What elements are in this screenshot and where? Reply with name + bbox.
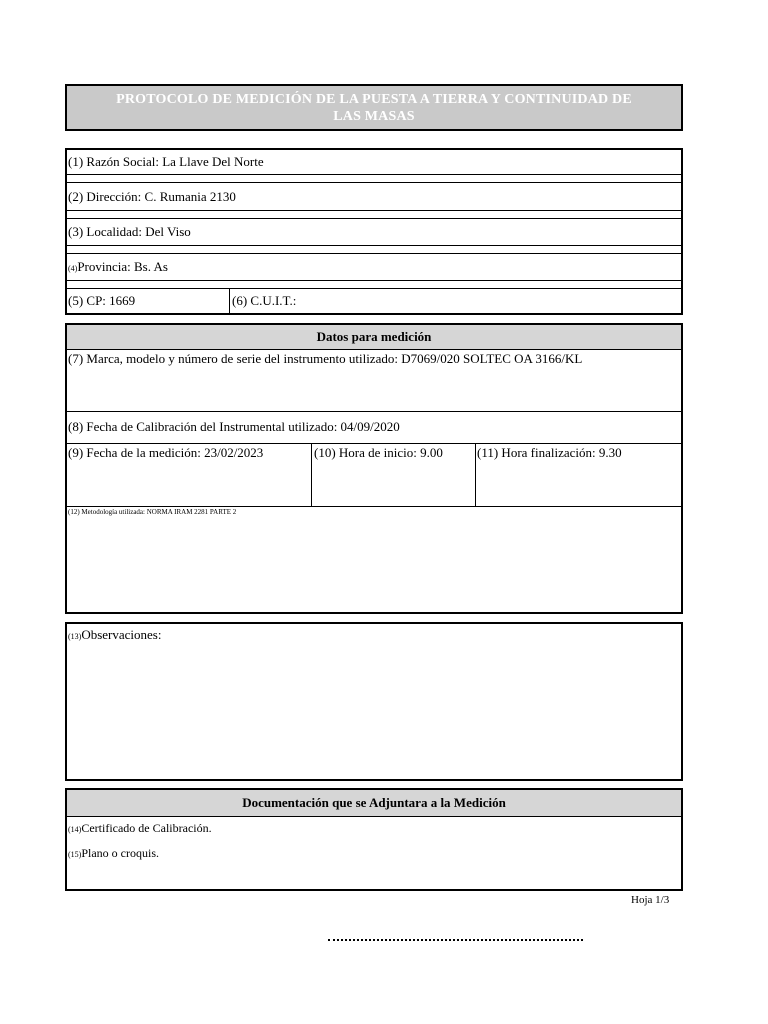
divider	[67, 280, 681, 281]
measurement-header-title: Datos para medición	[316, 329, 432, 344]
doc-item-15-number: (15)	[68, 850, 82, 859]
metodologia-field: (12) Metodología utilizada: NORMA IRAM 2281 PARTE 2	[68, 508, 237, 516]
doc-item-15-label: Plano o croquis.	[81, 846, 159, 860]
divider	[475, 443, 476, 506]
doc-item-certificado	[68, 821, 212, 836]
doc-item-14-label: Certificado de Calibración.	[81, 821, 212, 835]
divider	[67, 506, 681, 507]
documentation-section	[65, 788, 683, 891]
provincia-field	[68, 259, 168, 275]
form-title	[67, 91, 681, 125]
measurement-data-section	[65, 323, 683, 614]
provincia-number: (4)	[68, 264, 78, 273]
hora-fin-field: (11) Hora finalización: 9.30	[477, 445, 622, 460]
divider	[67, 210, 681, 211]
divider	[67, 253, 681, 254]
divider	[67, 443, 681, 444]
fecha-calibracion-field: (8) Fecha de Calibración del Instrumental utilizado: 04/09/2020	[68, 419, 400, 434]
razon-social-field: (1) Razón Social: La Llave Del Norte	[68, 154, 264, 169]
observations-title: Observaciones:	[81, 627, 162, 642]
cp-field: (5) CP: 1669	[68, 293, 136, 308]
form-title-line-1: PROTOCOLO DE MEDICIÓN DE LA PUESTA A TIERRA Y CONTINUIDAD DE	[116, 92, 632, 107]
localidad-field: (3) Localidad: Del Viso	[68, 224, 191, 239]
divider	[67, 174, 681, 175]
page-number: Hoja 1/3	[631, 894, 670, 906]
company-data-section	[65, 148, 683, 315]
divider	[67, 218, 681, 219]
signature-line	[328, 939, 583, 941]
divider	[311, 443, 312, 506]
direccion-field: (2) Dirección: C. Rumania 2130	[68, 189, 236, 204]
cuit-field: (6) C.U.I.T.:	[232, 293, 297, 308]
fecha-medicion-field: (9) Fecha de la medición: 23/02/2023	[68, 445, 264, 460]
documentation-header-title: Documentación que se Adjuntara a la Medición	[242, 795, 506, 810]
measurement-section-header	[67, 325, 681, 350]
provincia-label: Provincia: Bs. As	[77, 259, 168, 274]
instrumento-field: (7) Marca, modelo y número de serie del instrumento utilizado: D7069/020 SOLTEC OA 3166/KL	[68, 351, 583, 366]
divider	[229, 288, 230, 313]
observations-label	[68, 627, 161, 643]
doc-item-14-number: (14)	[68, 825, 82, 834]
doc-item-plano	[68, 846, 159, 861]
form-title-box	[65, 84, 683, 131]
divider	[67, 245, 681, 246]
divider	[67, 411, 681, 412]
observations-number: (13)	[68, 632, 82, 641]
documentation-section-header	[67, 790, 681, 817]
form-title-line-2: LAS MASAS	[333, 109, 415, 124]
hora-inicio-field: (10) Hora de inicio: 9.00	[314, 445, 443, 460]
observations-section	[65, 622, 683, 781]
divider	[67, 288, 681, 289]
divider	[67, 182, 681, 183]
